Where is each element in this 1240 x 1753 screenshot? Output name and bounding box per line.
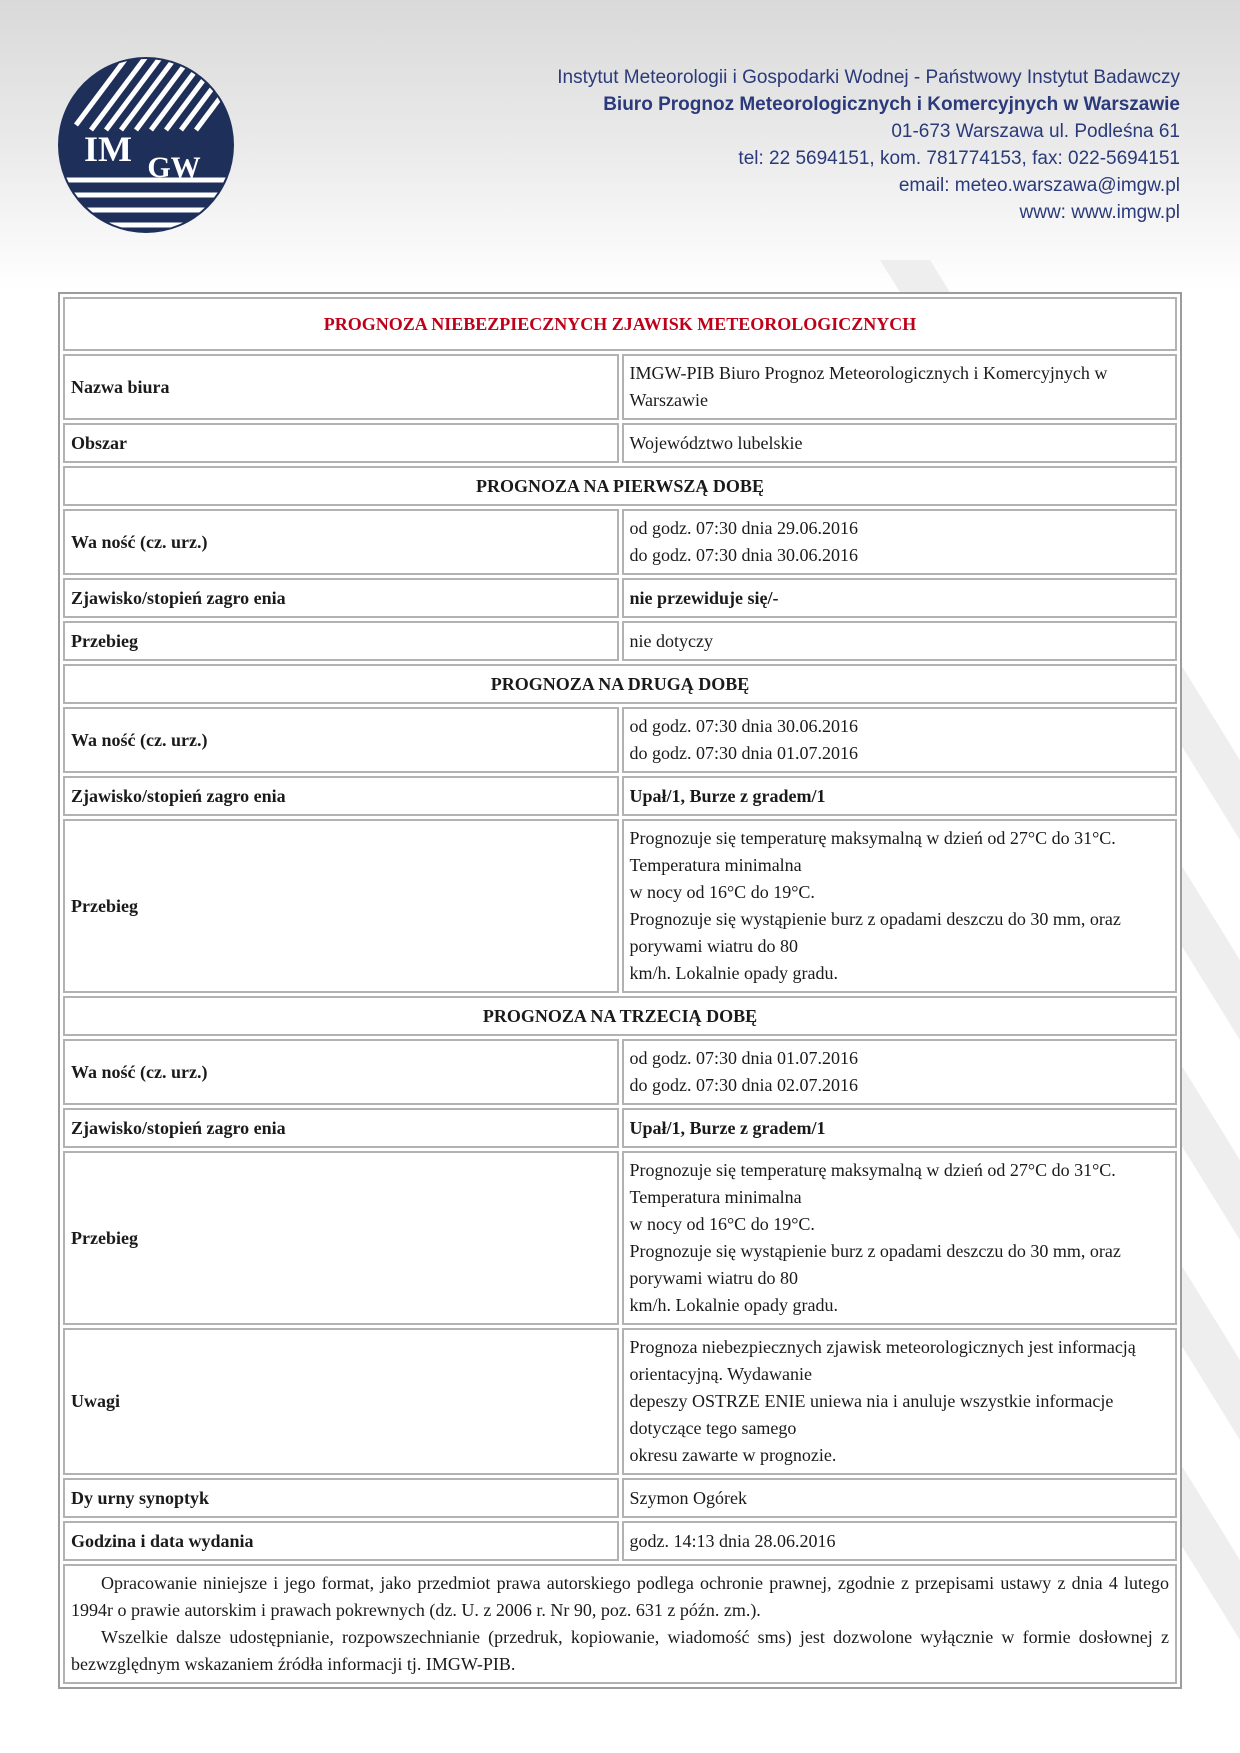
svg-text:IM: IM: [84, 129, 132, 169]
day3-validity-label: Wa ność (cz. urz.): [63, 1039, 619, 1105]
day3-phenomenon-value: Upał/1, Burze z gradem/1: [622, 1108, 1178, 1148]
day2-heading: PROGNOZA NA DRUGĄ DOBĘ: [63, 664, 1177, 704]
copyright-paragraph: Opracowanie niniejsze i jego format, jako przedmiot prawa autorskiego podlega ochronie prawnej, zgodnie z przepisami ustawy z dnia 4 lutego 1994r o prawie autorskim i prawach pokrewnych (dz. U. z 2006 r. Nr 90, poz. 631 z późn. zm.).: [71, 1573, 1169, 1620]
day2-phenomenon-value: Upał/1, Burze z gradem/1: [622, 776, 1178, 816]
day2-phenomenon-label: Zjawisko/stopień zagro enia: [63, 776, 619, 816]
imgw-logo: [56, 55, 236, 235]
day2-course-line: Prognozuje się temperaturę maksymalną w dzień od 27°C do 31°C. Temperatura minimalna: [629, 828, 1116, 875]
day3-heading: PROGNOZA NA TRZECIĄ DOBĘ: [63, 996, 1177, 1036]
day2-course-value: [622, 819, 1178, 993]
day2-course-line: w nocy od 16°C do 19°C.: [629, 882, 815, 902]
day2-validity-from: od godz. 07:30 dnia 30.06.2016: [629, 716, 858, 736]
issued-label: Godzina i data wydania: [63, 1521, 619, 1561]
day1-course-value: nie dotyczy: [622, 621, 1178, 661]
day1-heading: PROGNOZA NA PIERWSZĄ DOBĘ: [63, 466, 1177, 506]
distribution-paragraph: Wszelkie dalsze udostępnianie, rozpowszechnianie (przedruk, kopiowanie, wiadomość sms) jest dozwolone wyłącznie w formie dosłownej z bezwzględnym wskazaniem źródła informacji tj. IMGW-PIB.: [71, 1627, 1169, 1674]
remarks-value: [622, 1328, 1178, 1475]
copyright-notice: [63, 1564, 1177, 1684]
bureau-name: Biuro Prognoz Meteorologicznych i Komercyjnych w Warszawie: [603, 94, 1180, 115]
address: 01-673 Warszawa ul. Podleśna 61: [891, 121, 1180, 142]
day3-course-line: Prognozuje się wystąpienie burz z opadami deszczu do 30 mm, oraz porywami wiatru do 80: [629, 1241, 1121, 1288]
day2-course-line: km/h. Lokalnie opady gradu.: [629, 963, 838, 983]
day2-validity-value: [622, 707, 1178, 773]
day2-validity-label: Wa ność (cz. urz.): [63, 707, 619, 773]
forecaster-value: Szymon Ogórek: [622, 1478, 1178, 1518]
day3-validity-value: [622, 1039, 1178, 1105]
day1-validity-label: Wa ność (cz. urz.): [63, 509, 619, 575]
day3-course-line: w nocy od 16°C do 19°C.: [629, 1214, 815, 1234]
issued-value: godz. 14:13 dnia 28.06.2016: [622, 1521, 1178, 1561]
day3-validity-to: do godz. 07:30 dnia 02.07.2016: [629, 1075, 858, 1095]
day1-validity-from: od godz. 07:30 dnia 29.06.2016: [629, 518, 858, 538]
day3-course-line: km/h. Lokalnie opady gradu.: [629, 1295, 838, 1315]
day1-validity-value: [622, 509, 1178, 575]
bureau-label: Nazwa biura: [63, 354, 619, 420]
day3-course-line: Prognozuje się temperaturę maksymalną w dzień od 27°C do 31°C. Temperatura minimalna: [629, 1160, 1116, 1207]
forecast-table: [58, 292, 1182, 1689]
remarks-line: depeszy OSTRZE ENIE uniewa nia i anuluje wszystkie informacje dotyczące tego samego: [629, 1391, 1114, 1438]
bureau-value: IMGW-PIB Biuro Prognoz Meteorologicznych i Komercyjnych w Warszawie: [622, 354, 1178, 420]
institute-name: Instytut Meteorologii i Gospodarki Wodnej - Państwowy Instytut Badawczy: [557, 67, 1180, 88]
forecaster-label: Dy urny synoptyk: [63, 1478, 619, 1518]
day1-course-label: Przebieg: [63, 621, 619, 661]
day1-phenomenon-label: Zjawisko/stopień zagro enia: [63, 578, 619, 618]
day3-phenomenon-label: Zjawisko/stopień zagro enia: [63, 1108, 619, 1148]
remarks-label: Uwagi: [63, 1328, 619, 1475]
remarks-line: okresu zawarte w prognozie.: [629, 1445, 837, 1465]
day3-course-value: [622, 1151, 1178, 1325]
svg-text:GW: GW: [147, 151, 201, 184]
institution-header: [557, 64, 1180, 226]
website[interactable]: www: www.imgw.pl: [1019, 202, 1180, 223]
day2-validity-to: do godz. 07:30 dnia 01.07.2016: [629, 743, 858, 763]
day2-course-label: Przebieg: [63, 819, 619, 993]
day1-phenomenon-value: nie przewiduje się/-: [622, 578, 1178, 618]
day3-course-label: Przebieg: [63, 1151, 619, 1325]
email[interactable]: email: meteo.warszawa@imgw.pl: [898, 175, 1180, 196]
remarks-line: Prognoza niebezpiecznych zjawisk meteorologicznych jest informacją orientacyjną. Wydawanie: [629, 1337, 1136, 1384]
area-label: Obszar: [63, 423, 619, 463]
phone: tel: 22 5694151, kom. 781774153, fax: 022-5694151: [738, 148, 1180, 169]
day2-course-line: Prognozuje się wystąpienie burz z opadami deszczu do 30 mm, oraz porywami wiatru do 80: [629, 909, 1121, 956]
area-value: Województwo lubelskie: [622, 423, 1178, 463]
document-title: PROGNOZA NIEBEZPIECZNYCH ZJAWISK METEOROLOGICZNYCH: [63, 297, 1177, 351]
day3-validity-from: od godz. 07:30 dnia 01.07.2016: [629, 1048, 858, 1068]
day1-validity-to: do godz. 07:30 dnia 30.06.2016: [629, 545, 858, 565]
